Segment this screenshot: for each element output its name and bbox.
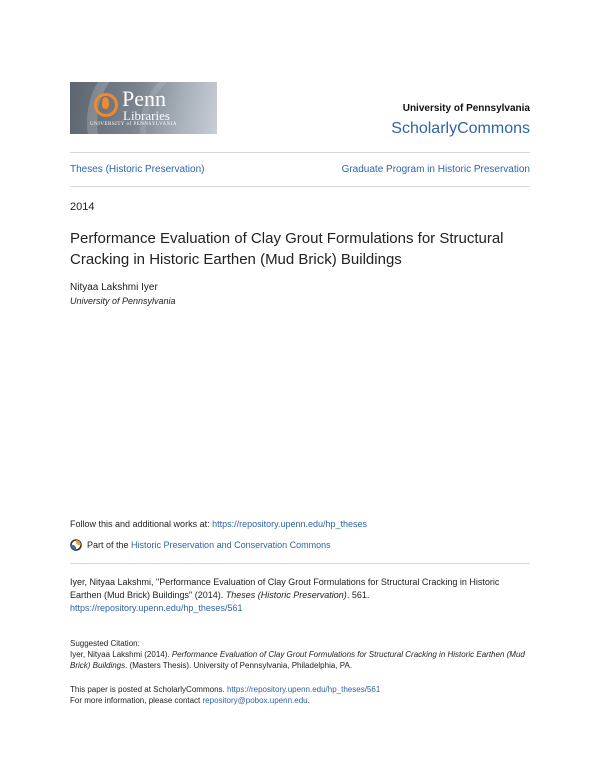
part-of-line — [70, 539, 331, 551]
divider — [70, 152, 530, 153]
citation-url-link[interactable]: https://repository.upenn.edu/hp_theses/561 — [70, 603, 243, 613]
contact-text: For more information, please contact — [70, 696, 203, 705]
logo-text-university: UNIVERSITY of PENNSYLVANIA — [90, 122, 177, 127]
suggested-text-b: . (Masters Thesis). University of Pennsylvania, Philadelphia, PA. — [125, 661, 353, 670]
scholarlycommons-link[interactable]: ScholarlyCommons — [391, 120, 530, 137]
author-affiliation: University of Pennsylvania — [70, 296, 176, 306]
suggested-citation-label: Suggested Citation: — [70, 639, 140, 648]
follow-url-link[interactable]: https://repository.upenn.edu/hp_theses — [212, 519, 368, 529]
contact-email-link[interactable]: repository@pobox.upenn.edu — [202, 696, 308, 705]
citation-number: . 561. — [346, 590, 370, 600]
series-link[interactable]: Theses (Historic Preservation) — [70, 164, 205, 175]
divider — [70, 563, 530, 564]
commons-discipline-link[interactable]: Historic Preservation and Conservation Commons — [131, 540, 331, 550]
contact-period: . — [307, 696, 310, 705]
penn-libraries-logo[interactable] — [70, 82, 217, 134]
follow-line — [70, 519, 367, 529]
author-name: Nityaa Lakshmi Iyer — [70, 282, 158, 293]
posted-url-link[interactable]: https://repository.upenn.edu/hp_theses/561 — [226, 685, 381, 694]
suggested-title: Performance Evaluation of Clay Grout Formulations for Structural Cracking in Historic Earthen (Mud Brick) Buildings — [70, 650, 525, 670]
citation-text: Iyer, Nityaa Lakshmi, "Performance Evaluation of Clay Grout Formulations for Structural Cracking in Historic Earthen (Mud Brick) Buildings" (2014). — [70, 577, 500, 600]
document-title: Performance Evaluation of Clay Grout Formulations for Structural Cracking in Historic Earthen (Mud Brick) Buildings — [70, 230, 504, 268]
follow-text: Follow this and additional works at: — [70, 519, 213, 529]
recommended-citation — [70, 576, 515, 615]
posted-text: This paper is posted at ScholarlyCommons. — [70, 685, 227, 694]
publication-year: 2014 — [70, 201, 95, 213]
citation-series: Theses (Historic Preservation) — [225, 590, 347, 600]
logo-text-penn: Penn — [122, 86, 166, 111]
suggested-text-a: Iyer, Nityaa Lakshmi (2014). — [70, 650, 172, 659]
part-of-text: Part of the — [87, 540, 129, 550]
suggested-citation — [70, 638, 530, 671]
logo-flame-icon — [102, 97, 109, 109]
divider — [70, 186, 530, 187]
open-access-network-icon — [70, 539, 82, 551]
logo-text-libraries: Libraries — [123, 108, 170, 123]
posting-info — [70, 684, 530, 706]
institution-name: University of Pennsylvania — [402, 103, 530, 114]
program-link[interactable]: Graduate Program in Historic Preservation — [341, 164, 530, 175]
